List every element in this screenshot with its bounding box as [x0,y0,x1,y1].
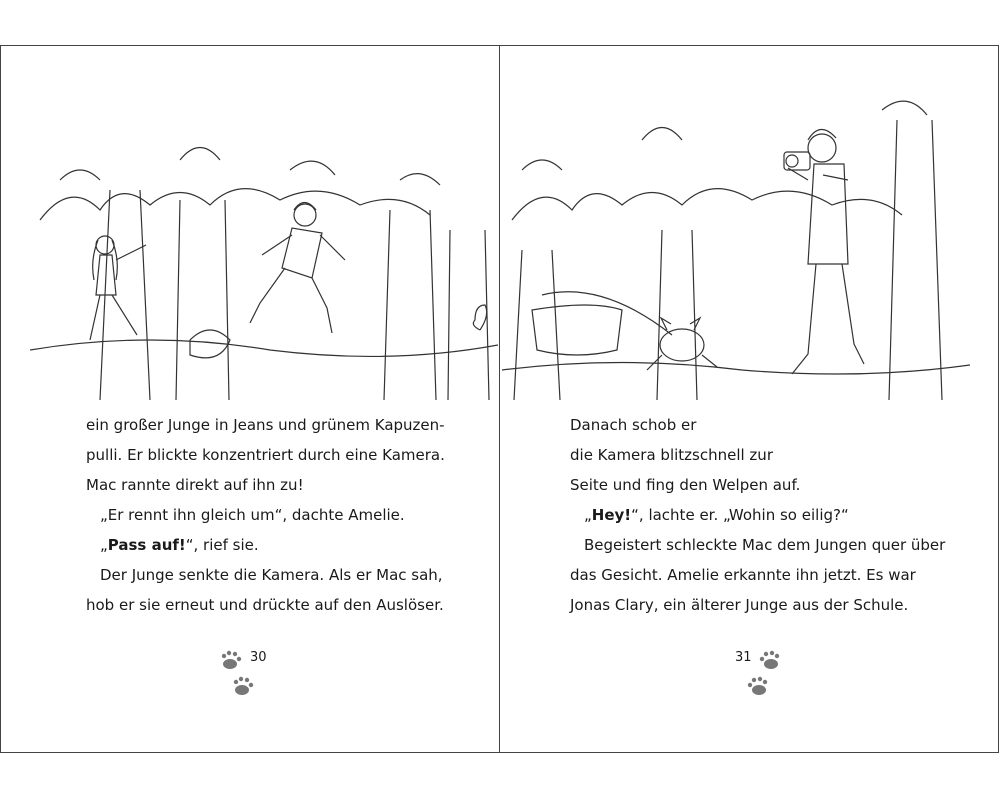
page-number-right: 31 [735,650,752,665]
right-page-text [570,410,970,620]
shout-bold: Hey! [591,506,632,524]
illustration-left [30,100,498,400]
illustration-right [502,100,970,400]
book-spine [499,45,500,753]
text-line: Danach schob er [570,416,697,434]
page-number-left: 30 [250,650,267,665]
text-line: Begeistert schleckte Mac dem Jungen quer über [584,536,946,554]
shout-bold: Pass auf! [107,536,186,554]
text-line: pulli. Er blickte konzentriert durch eine Kamera. [86,446,445,464]
forest-scene-left-icon [30,100,498,400]
quote-rest: “, lachte er. „Wohin so eilig?“ [631,506,849,524]
text-line: „Er rennt ihn gleich um“, dachte Amelie. [100,506,405,524]
quote-open: „ [584,506,592,524]
text-line: hob er sie erneut und drückte auf den Auslöser. [86,596,444,614]
paw-prints-icon [745,650,785,702]
text-line: ein großer Junge in Jeans und grünem Kapuzen- [86,416,445,434]
text-line: Der Junge senkte die Kamera. Als er Mac sah, [100,566,443,584]
quote-rest: “, rief sie. [185,536,259,554]
text-line: Mac rannte direkt auf ihn zu! [86,476,304,494]
forest-scene-right-icon [502,100,970,400]
text-line [86,530,486,560]
quote-open: „ [100,536,108,554]
text-line: Seite und fing den Welpen auf. [570,476,801,494]
text-line [570,500,970,530]
left-page-text [86,410,486,620]
text-line: die Kamera blitzschnell zur [570,446,773,464]
text-line: das Gesicht. Amelie erkannte ihn jetzt. Es war [570,566,916,584]
text-line: Jonas Clary, ein älterer Junge aus der Schule. [570,596,909,614]
